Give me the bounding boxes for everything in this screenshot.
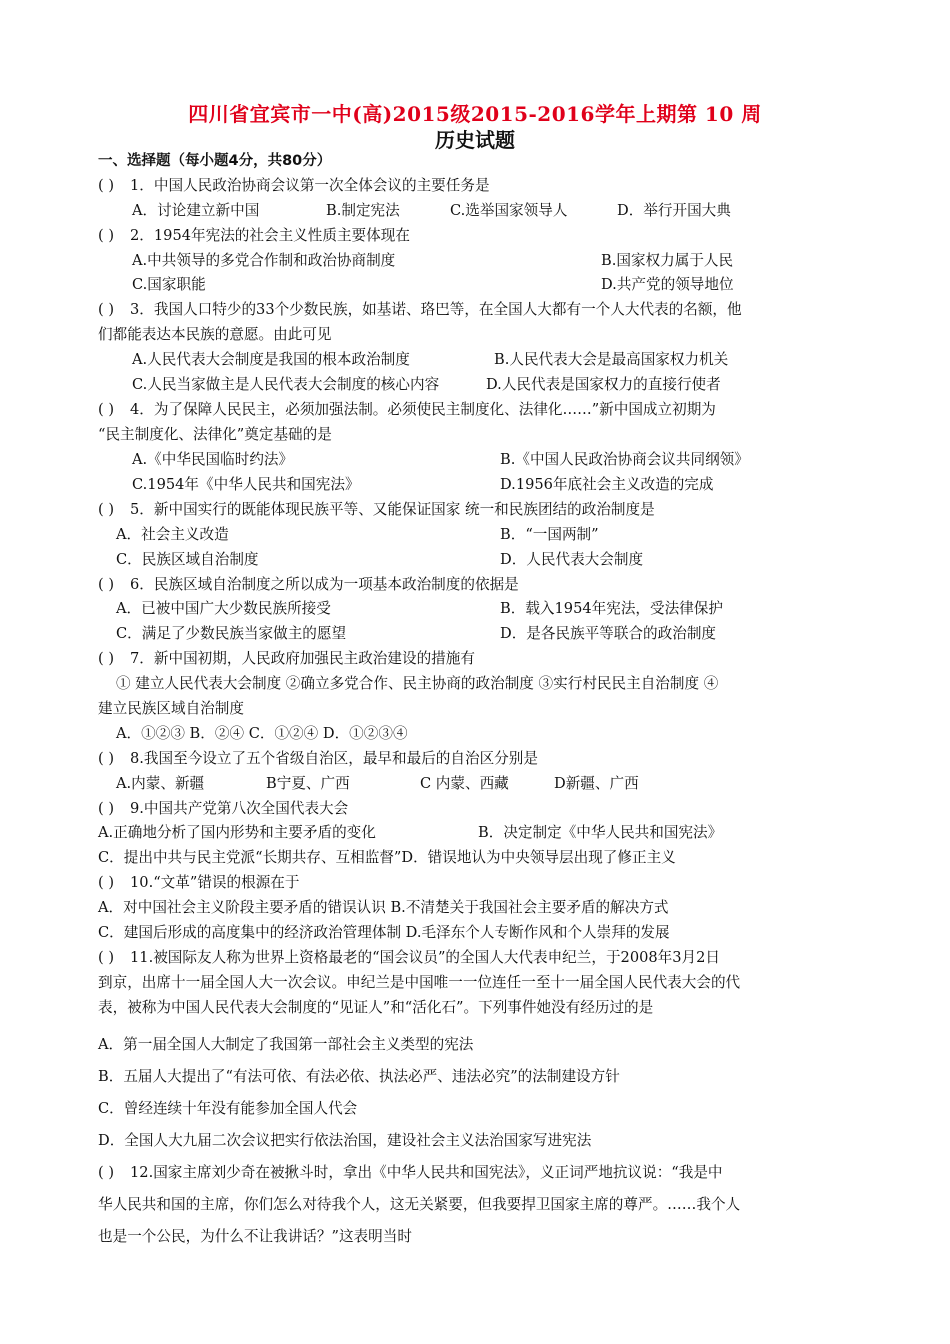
question-2 [98,226,410,246]
q4-option-d: D.1956年底社会主义改造的完成 [500,476,714,493]
answer-blank: ( ) [98,301,115,318]
question-8-stem: 8.我国至今设立了五个省级自治区，最早和最后的自治区分别是 [130,750,538,767]
question-7 [98,649,475,669]
answer-blank: ( ) [98,750,115,767]
question-9 [98,799,348,819]
question-10 [98,873,299,893]
answer-blank: ( ) [98,401,115,418]
answer-blank: ( ) [98,949,115,966]
q2-option-a: A.中共领导的多党合作制和政治协商制度 [132,252,396,269]
question-6 [98,575,519,595]
question-10-stem: 10.“文革”错误的根源在于 [130,874,300,891]
exam-subtitle: 历史试题 [435,128,515,152]
question-3-stem: 3．我国人口特少的33个少数民族，如基诺、珞巴等，在全国人大都有一个人大代表的名额，他 [130,301,742,318]
q11-option-a: A．第一届全国人大制定了我国第一部社会主义类型的宪法 [98,1036,474,1053]
question-7-stem: 7．新中国初期，人民政府加强民主政治建设的措施有 [130,650,475,667]
q6-option-a: A．已被中国广大少数民族所接受 [116,600,331,617]
question-11-stem-cont2: 表，被称为中国人民代表大会制度的“见证人”和“活化石”。下列事件她没有经历过的是 [98,999,654,1016]
q3-option-d: D.人民代表是国家权力的直接行使者 [486,376,721,393]
answer-blank: ( ) [98,800,115,817]
q8-option-a: A.内蒙、新疆 [116,775,205,792]
q5-option-c: C．民族区域自治制度 [116,551,259,568]
question-1 [98,176,490,196]
question-7-items-cont: 建立民族区域自治制度 [98,700,244,717]
q2-option-d: D.共产党的领导地位 [601,276,734,293]
question-3 [98,300,742,320]
q3-option-c: C.人民当家做主是人民代表大会制度的核心内容 [132,376,440,393]
q8-option-c: C 内蒙、西藏 [420,775,509,792]
answer-blank: ( ) [98,650,115,667]
question-3-stem-cont: 们都能表达本民族的意愿。由此可见 [98,326,332,343]
q10-option-cd: C．建国后形成的高度集中的经济政治管理体制 D.毛泽东个人专断作风和个人崇拜的发展 [98,924,670,941]
question-5-stem: 5．新中国实行的既能体现民族平等、又能保证国家 统一和民族团结的政治制度是 [130,501,655,518]
q11-option-b: B．五届人大提出了“有法可依、有法必依、执法必严、违法必究”的法制建设方针 [98,1068,620,1085]
question-5 [98,500,655,520]
question-12-stem-cont2: 也是一个公民，为什么不让我讲话？”这表明当时 [98,1228,412,1245]
q11-option-d: D．全国人大九届二次会议把实行依法治国，建设社会主义法治国家写进宪法 [98,1132,592,1149]
question-1-stem: 1．中国人民政治协商会议第一次全体会议的主要任务是 [130,177,490,194]
answer-blank: ( ) [98,177,115,194]
section-heading: 一、选择题（每小题4分，共80分） [98,153,332,169]
question-12 [98,1163,723,1183]
q9-option-b: B．决定制定《中华人民共和国宪法》 [478,824,723,841]
q1-option-d: D．举行开国大典 [617,202,731,219]
q4-option-a: A.《中华民国临时约法》 [132,451,294,468]
q1-option-c: C.选举国家领导人 [450,202,568,219]
q1-option-a: A．讨论建立新中国 [132,202,260,219]
q4-option-c: C.1954年《中华人民共和国宪法》 [132,476,360,493]
question-12-stem-cont: 华人民共和国的主席，你们怎么对待我个人，这无关紧要，但我要捍卫国家主席的尊严。……我个人 [98,1196,741,1213]
q6-option-c: C．满足了少数民族当家做主的愿望 [116,625,347,642]
question-4-stem: 4．为了保障人民民主，必须加强法制。必须使民主制度化、法律化……”新中国成立初期为 [130,401,716,418]
answer-blank: ( ) [98,227,115,244]
q9-option-a: A.正确地分析了国内形势和主要矛盾的变化 [98,824,376,841]
q10-option-ab: A．对中国社会主义阶段主要矛盾的错误认识 B.不清楚关于我国社会主要矛盾的解决方式 [98,899,669,916]
q9-option-cd: C．提出中共与民主党派“长期共存、互相监督”D．错误地认为中央领导层出现了修正主义 [98,849,676,866]
q1-option-b: B.制定宪法 [326,202,400,219]
question-11 [98,948,720,968]
question-2-stem: 2．1954年宪法的社会主义性质主要体现在 [130,227,410,244]
q2-option-c: C.国家职能 [132,276,206,293]
question-11-stem: 11.被国际友人称为世界上资格最老的“国会议员”的全国人大代表申纪兰，于2008年3月2日 [130,949,721,966]
q4-option-b: B.《中国人民政治协商会议共同纲领》 [500,451,749,468]
q5-option-b: B．“一国两制” [500,526,599,543]
q8-option-b: B宁夏、广西 [266,775,350,792]
q5-option-a: A．社会主义改造 [116,526,229,543]
q7-options: A．①②③ B．②④ C．①②④ D．①②③④ [116,725,408,742]
answer-blank: ( ) [98,874,115,891]
q8-option-d: D新疆、广西 [554,775,639,792]
q3-option-b: B.人民代表大会是最高国家权力机关 [494,351,729,368]
question-8 [98,749,538,769]
exam-title: 四川省宜宾市一中(高)2015级2015-2016学年上期第 10 周 [188,102,762,126]
question-6-stem: 6．民族区域自治制度之所以成为一项基本政治制度的依据是 [130,576,519,593]
question-9-stem: 9.中国共产党第八次全国代表大会 [130,800,349,817]
question-12-stem: 12.国家主席刘少奇在被揪斗时，拿出《中华人民共和国宪法》，义正词严地抗议说：“我是中 [130,1164,723,1181]
q2-option-b: B.国家权力属于人民 [601,252,734,269]
answer-blank: ( ) [98,1164,115,1181]
question-11-stem-cont: 到京，出席十一届全国人大一次会议。申纪兰是中国唯一一位连任一至十一届全国人民代表大会的代 [98,974,741,991]
q11-option-c: C．曾经连续十年没有能参加全国人代会 [98,1100,358,1117]
q3-option-a: A.人民代表大会制度是我国的根本政治制度 [132,351,410,368]
q6-option-d: D．是各民族平等联合的政治制度 [500,625,717,642]
q5-option-d: D．人民代表大会制度 [500,551,644,568]
answer-blank: ( ) [98,576,115,593]
question-4-stem-cont: “民主制度化、法律化”奠定基础的是 [98,426,332,443]
question-4 [98,400,716,420]
question-7-items: ① 建立人民代表大会制度 ②确立多党合作、民主协商的政治制度 ③实行村民民主自治制度 ④ [116,675,719,692]
answer-blank: ( ) [98,501,115,518]
q6-option-b: B．载入1954年宪法，受法律保护 [500,600,723,617]
